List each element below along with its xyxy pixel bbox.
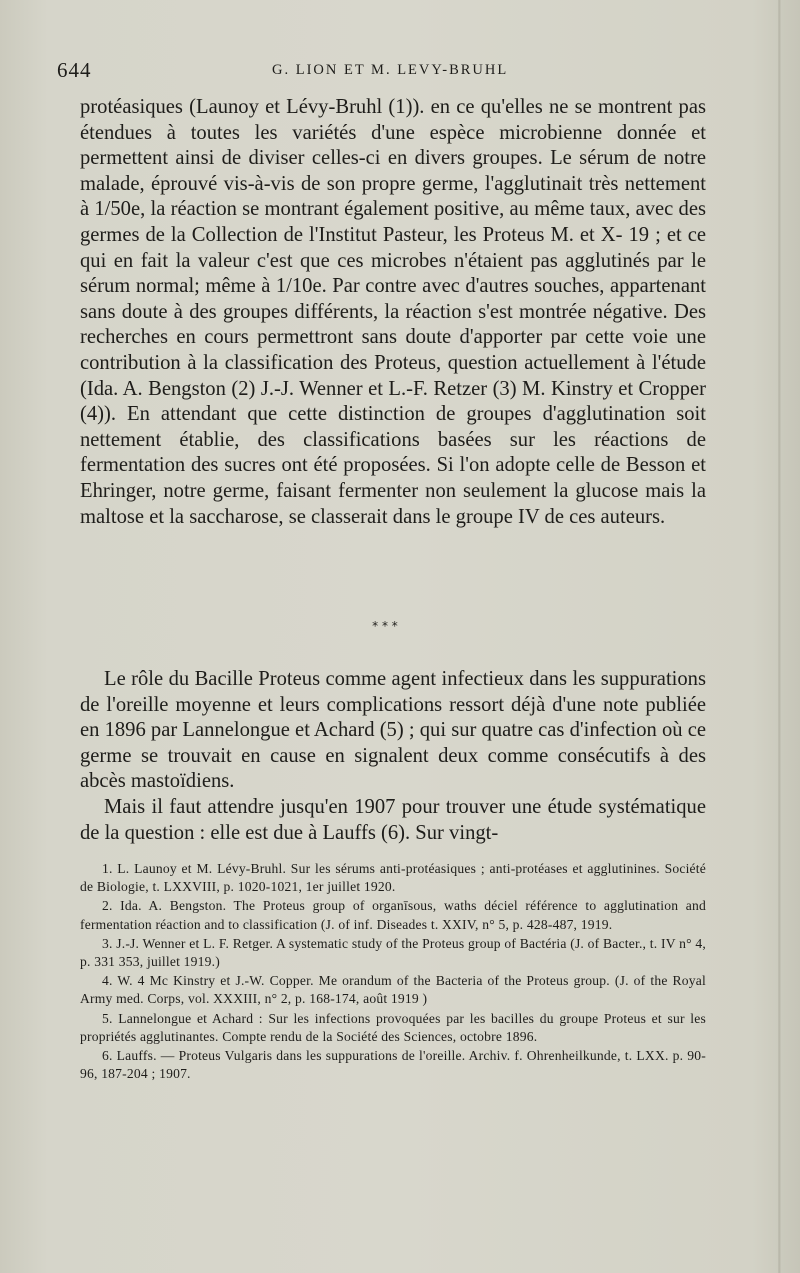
footnote-5: 5. Lannelongue et Achard : Sur les infections provoquées par les bacilles du groupe Proteus et sur les propriétés agglutinantes. Compte rendu de la Société des Sciences, octobre 1896.	[80, 1010, 706, 1044]
paragraph-1: protéasiques (Launoy et Lévy-Bruhl (1)). en ce qu'elles ne se montrent pas étendues à toutes les variétés d'une espèce microbienne donnée et permettent ainsi de diviser celles-ci en divers groupes. Le sérum de notre malade, éprouvé vis-à-vis de son propre germe, l'agglutinait très nettement à 1/50e, la réaction se montrant également positive, au même taux, avec des germes de la Collection de l'Institut Pasteur, les Proteus M. et X- 19 ; et ce qui en fait la valeur c'est que ces microbes n'étaient pas agglutinés par le sérum normal; même à 1/10e. Par contre avec d'autres souches, appartenant sans doute à des groupes différents, la réaction s'est montrée négative. Des recherches en cours permettront sans doute d'apporter par cette voie une contribution à la classification des Proteus, question actuellement à l'étude (Ida. A. Bengston (2) J.-J. Wenner et L.-F. Retzer (3) M. Kinstry et Cropper (4)). En attendant que cette distinction de groupes d'agglutination soit nettement établie, des classifications basées sur les réactions de fermentation des sucres ont été proposées. Si l'on adopte celle de Besson et Ehringer, notre germe, faisant fermenter non seulement la glucose mais la maltose et la saccharose, se classerait dans le groupe IV de ces auteurs.	[80, 96, 706, 528]
running-header	[57, 58, 707, 88]
footnotes	[80, 860, 706, 1084]
section-separator: * * *	[372, 619, 398, 633]
footnote-6: 6. Lauffs. — Proteus Vulgaris dans les suppurations de l'oreille. Archiv. f. Ohrenheilkunde, t. LXX. p. 90-96, 187-204 ; 1907.	[80, 1048, 706, 1082]
section-text	[80, 667, 706, 846]
main-text	[80, 95, 706, 530]
page-number: 644	[57, 58, 92, 82]
footnote-2: 2. Ida. A. Bengston. The Proteus group of organīsous, waths déciel référence to agglutination and fermentation réaction and to classification (J. of inf. Diseades t. XXIV, n° 5, p. 428-487, 1919.	[80, 898, 706, 932]
page-fold-shadow	[778, 0, 781, 1273]
running-title: G. LION ET M. LEVY-BRUHL	[272, 62, 509, 78]
footnote-4: 4. W. 4 Mc Kinstry et J.-W. Copper. Me orandum of the Bacteria of the Proteus group. (J. of the Royal Army med. Corps, vol. XXXIII, n° 2, p. 168-174, août 1919 )	[80, 973, 706, 1007]
footnote-1: 1. L. Launoy et M. Lévy-Bruhl. Sur les sérums anti-protéasiques ; anti-protéases et agglutinines. Société de Biologie, t. LXXVIII, p. 1020-1021, 1er juillet 1920.	[80, 861, 706, 895]
footnote-3: 3. J.-J. Wenner et L. F. Retger. A systematic study of the Proteus group of Bactéria (J. of Bacter., t. IV n° 4, p. 331 353, juillet 1919.)	[80, 935, 706, 970]
paragraph-3: Mais il faut attendre jusqu'en 1907 pour trouver une étude systématique de la question : elle est due à Lauffs (6). Sur vingt-	[80, 795, 706, 844]
paragraph-2: Le rôle du Bacille Proteus comme agent infectieux dans les suppurations de l'oreille moyenne et leurs complications ressort déjà d'une note publiée en 1896 par Lannelongue et Achard (5) ; qui sur quatre cas d'infection où ce germe se trouvait en cause en signalent deux comme consécutifs à des abcès mastoïdiens.	[80, 668, 706, 793]
